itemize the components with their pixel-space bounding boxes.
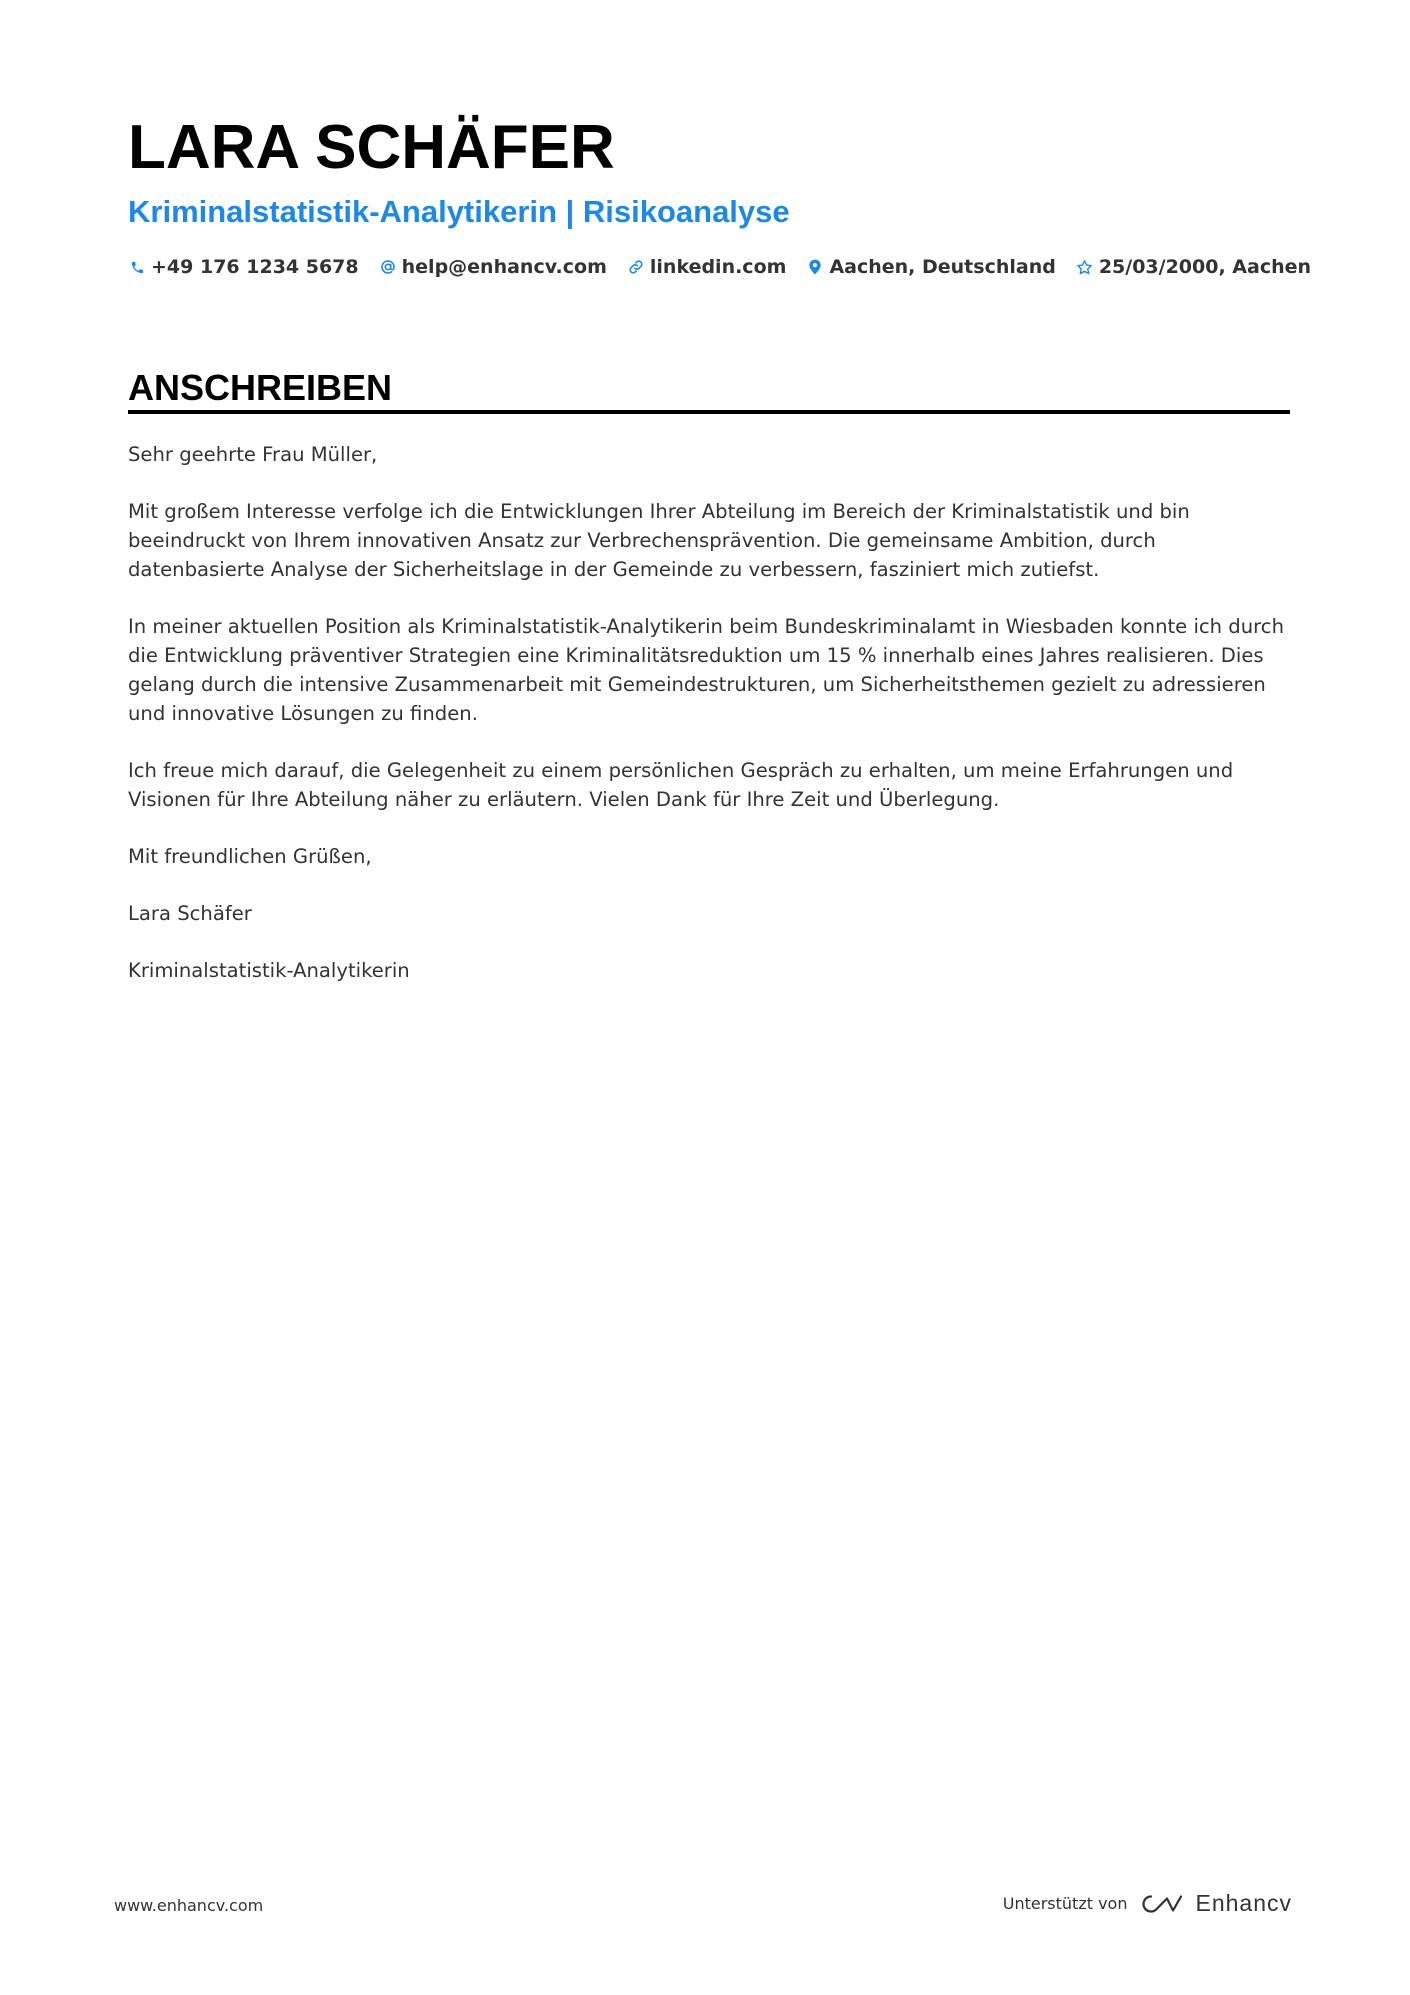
letter-body [128, 440, 1298, 1013]
star-icon [1076, 258, 1094, 276]
contact-email[interactable] [379, 254, 607, 280]
enhancv-brand-name: Enhancv [1195, 1890, 1292, 1916]
contact-phone-label: +49 176 1234 5678 [151, 256, 359, 278]
letter-closing: Mit freundlichen Grüßen, [128, 845, 372, 868]
contact-linkedin-label: linkedin.com [649, 256, 787, 278]
footer-website-link[interactable]: www.enhancv.com [114, 1896, 264, 1915]
applicant-name: LARA SCHÄFER [128, 113, 615, 182]
contact-email-label: help@enhancv.com [401, 256, 607, 278]
footer-branding[interactable] [1003, 1890, 1292, 1917]
at-icon [379, 258, 397, 276]
contact-birth [1076, 254, 1311, 280]
letter-paragraph: In meiner aktuellen Position als Kriminalstatistik-Analytikerin beim Bundeskriminalamt in Wiesbaden konnte ich durch die Entwicklung präventiver Strategien eine Kriminalitätsreduktion um 15 % innerhalb eines Jahres realisieren. Dies gelang durch die intensive Zusammenarbeit mit Gemeindestrukturen, um Sicherheitsthemen gezielt zu adressieren und innovative Lösungen zu finden. [128, 615, 1284, 725]
section-divider [128, 410, 1290, 414]
letter-salutation: Sehr geehrte Frau Müller, [128, 443, 378, 466]
contact-phone [128, 254, 359, 280]
contact-linkedin[interactable] [627, 254, 787, 280]
signature-title: Kriminalstatistik-Analytikerin [128, 959, 410, 982]
contact-birth-label: 25/03/2000, Aachen [1098, 256, 1312, 278]
phone-icon [128, 258, 146, 276]
letter-paragraph: Ich freue mich darauf, die Gelegenheit zu einem persönlichen Gespräch zu erhalten, um meine Erfahrungen und Visionen für Ihre Abteilung näher zu erläutern. Vielen Dank für Ihre Zeit und Überlegung. [128, 759, 1234, 811]
applicant-headline: Kriminalstatistik-Analytikerin | Risikoanalyse [128, 194, 790, 229]
letter-paragraph: Mit großem Interesse verfolge ich die Entwicklungen Ihrer Abteilung im Bereich der Kriminalstatistik und bin beeindruckt von Ihrem innovativen Ansatz zur Verbrechensprävention. Die gemeinsame Ambition, durch datenbasierte Analyse der Sicherheitslage in der Gemeinde zu verbessern, fasziniert mich zutiefst. [128, 500, 1190, 581]
contact-bar [128, 254, 1331, 280]
section-title: ANSCHREIBEN [128, 367, 393, 408]
contact-location-label: Aachen, Deutschland [829, 256, 1056, 278]
location-pin-icon [806, 258, 824, 276]
enhancv-logo-icon [1139, 1892, 1185, 1916]
link-icon [627, 258, 645, 276]
signature-name: Lara Schäfer [128, 902, 252, 925]
powered-by-label: Unterstützt von [1002, 1894, 1128, 1913]
contact-location [806, 254, 1055, 280]
